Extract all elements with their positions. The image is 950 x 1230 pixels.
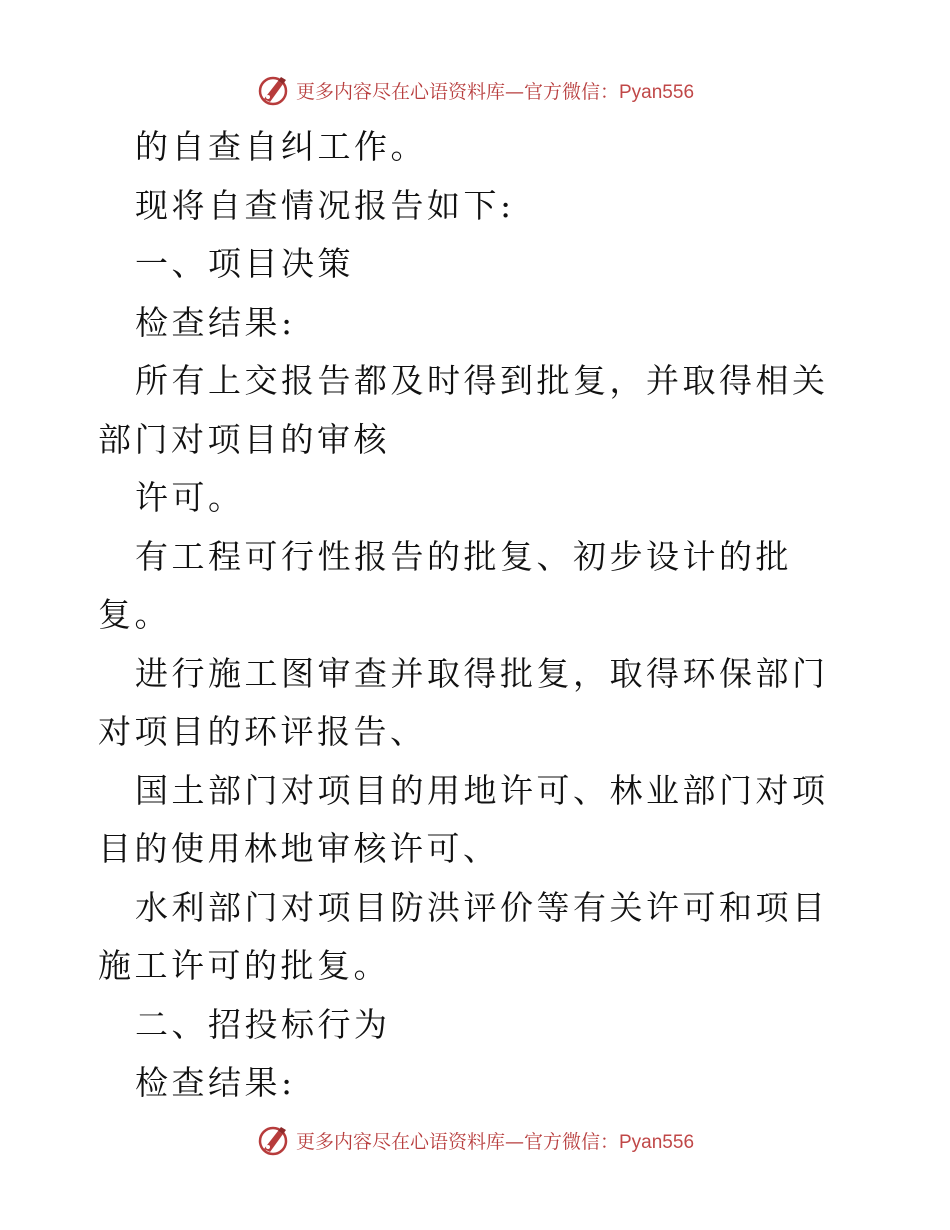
- banner-wechat-id: Pyan556: [619, 81, 695, 103]
- pen-logo-icon: [256, 1123, 290, 1157]
- banner-wechat-label: 官方微信：: [523, 1130, 619, 1153]
- section-heading: 二、招投标行为: [135, 1004, 391, 1044]
- paragraph: 现将自查情况报告如下:: [135, 185, 515, 225]
- paragraph: 国土部门对项目的用地许可、林业部门对项目的使用林地审核许可、: [98, 770, 829, 868]
- paragraph: 检查结果:: [135, 302, 296, 342]
- document-body: [98, 118, 858, 1113]
- paragraph: 有工程可行性报告的批复、初步设计的批复。: [98, 536, 792, 634]
- banner-site-name: 更多内容尽在心语资料库: [295, 80, 505, 103]
- banner-wechat-id: Pyan556: [619, 1131, 695, 1153]
- banner-separator: —: [504, 1130, 524, 1153]
- pen-logo-icon: [256, 73, 290, 107]
- footer-watermark-banner: [0, 1120, 950, 1160]
- paragraph: 许可。: [135, 478, 245, 517]
- paragraph: 水利部门对项目防洪评价等有关许可和项目施工许可的批复。: [98, 887, 829, 985]
- paragraph: 进行施工图审查并取得批复，取得环保部门对项目的环评报告、: [98, 653, 829, 751]
- banner-site-name: 更多内容尽在心语资料库: [295, 1130, 505, 1153]
- banner-text: [296, 77, 694, 104]
- section-heading: 一、项目决策: [135, 244, 354, 283]
- paragraph: 检查结果:: [135, 1063, 296, 1102]
- banner-separator: —: [504, 80, 524, 103]
- banner-text: [296, 1127, 694, 1154]
- header-watermark-banner: [0, 70, 950, 110]
- paragraph: 的自查自纠工作。: [135, 127, 427, 166]
- banner-wechat-label: 官方微信：: [523, 80, 619, 103]
- paragraph: 所有上交报告都及时得到批复，并取得相关部门对项目的审核: [98, 361, 829, 459]
